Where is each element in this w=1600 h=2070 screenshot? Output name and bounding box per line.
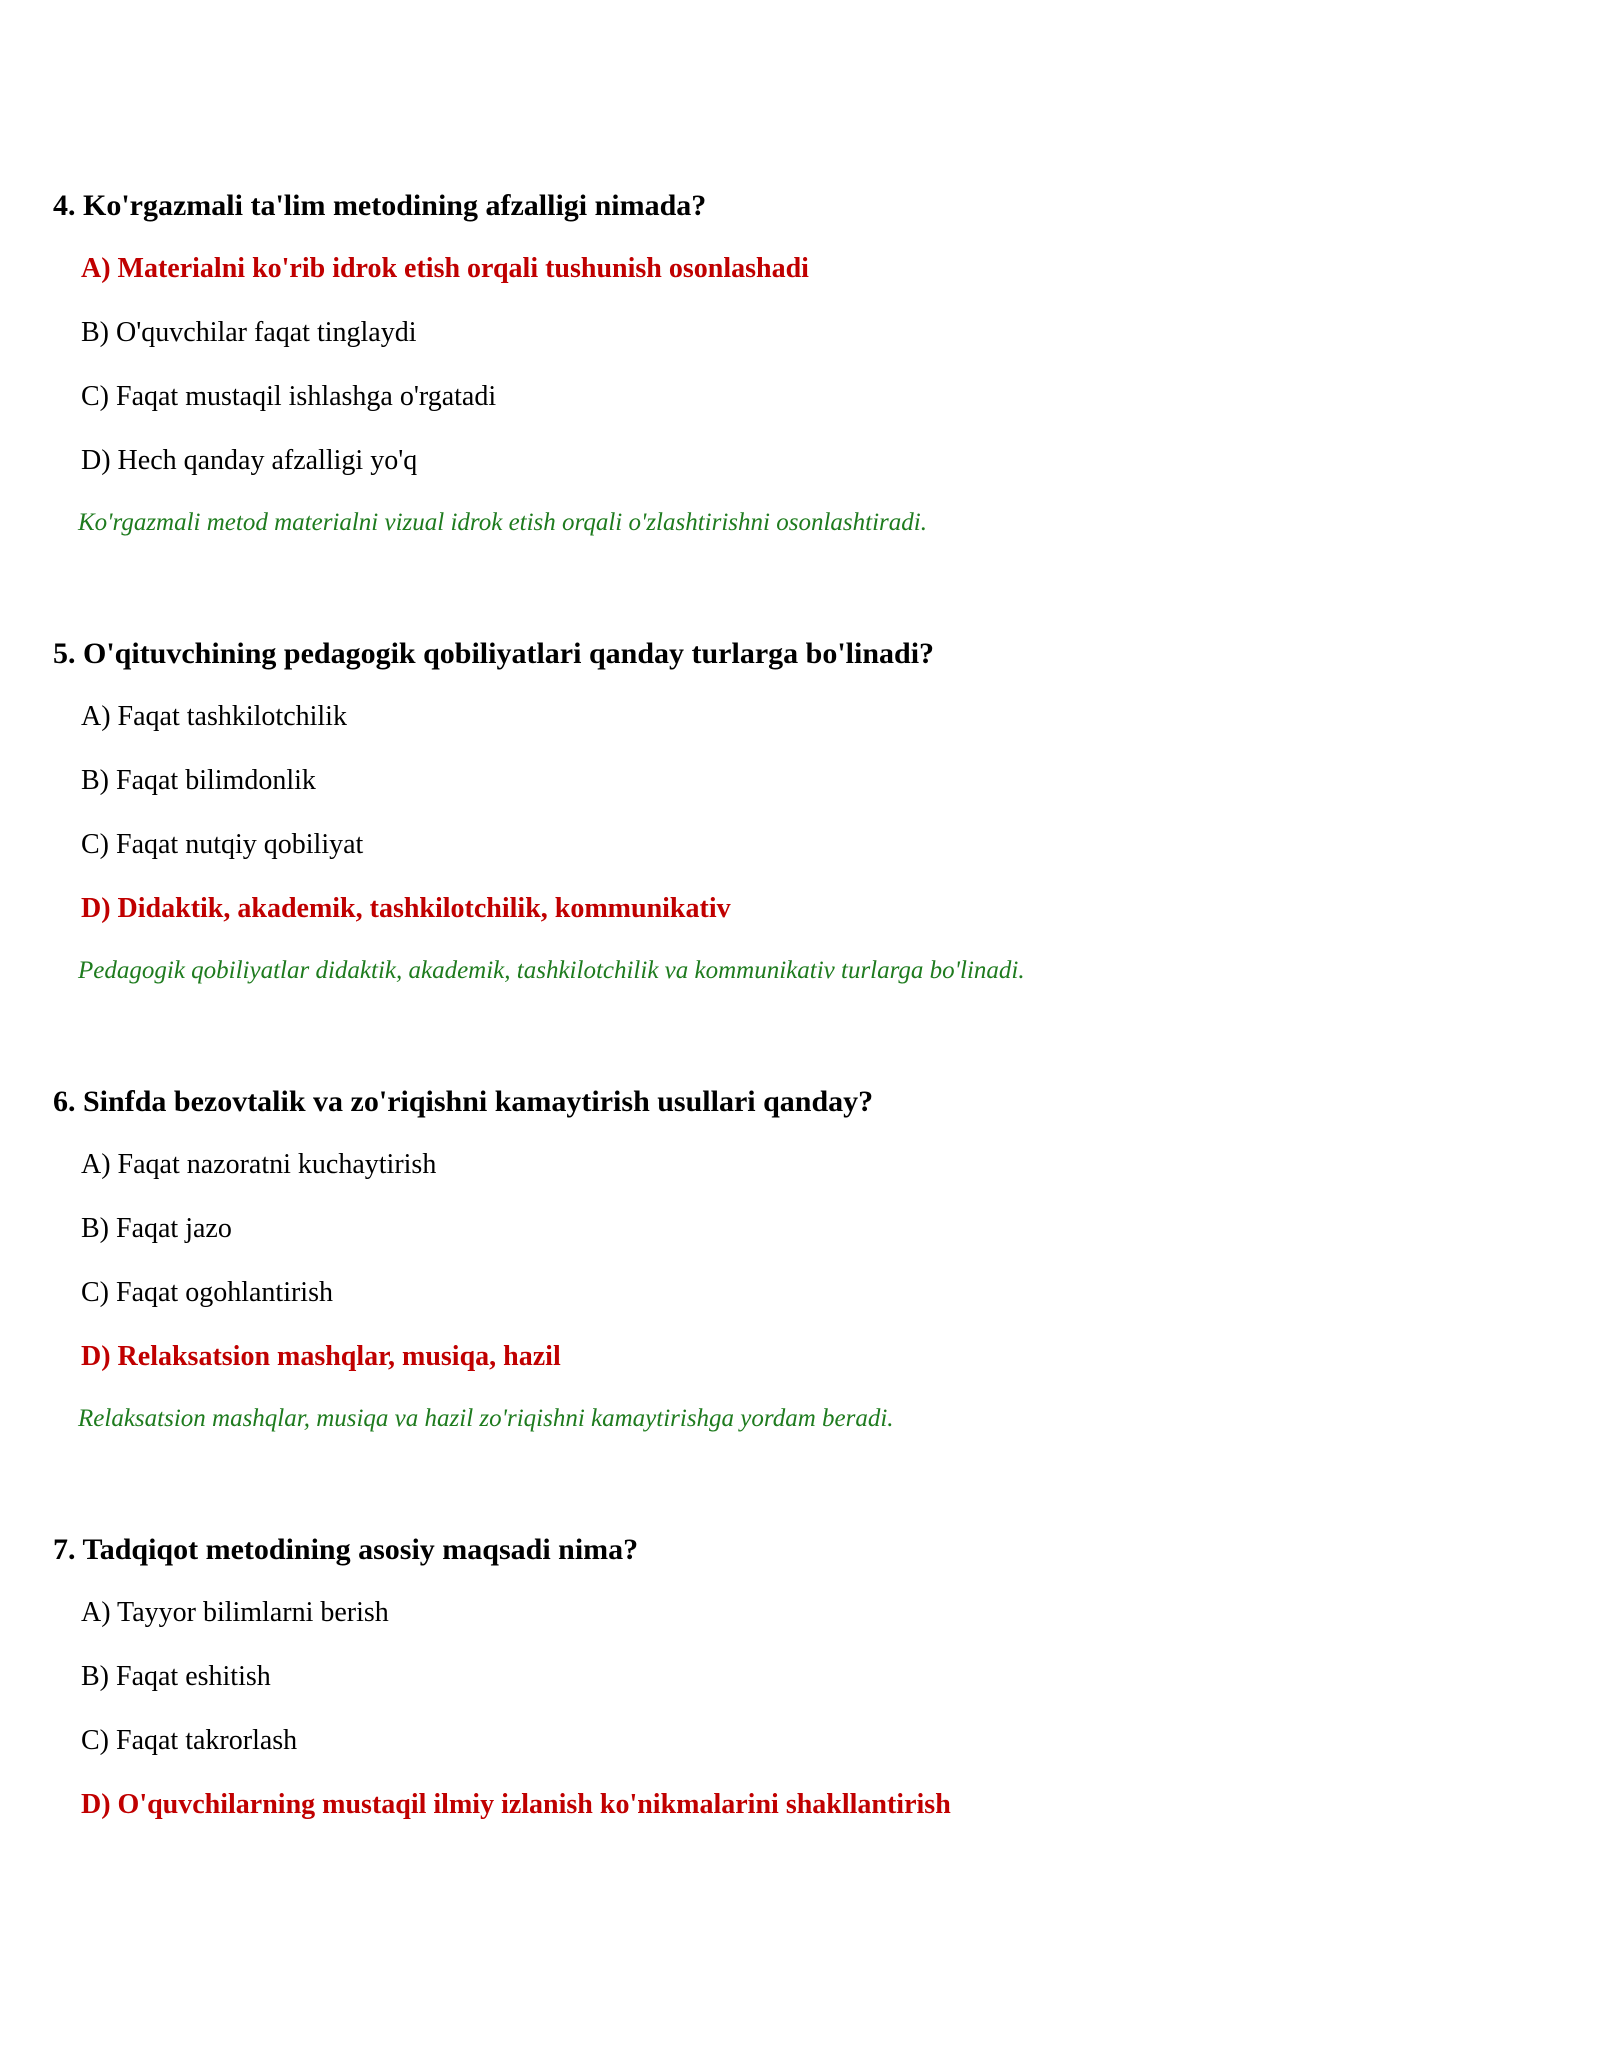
option-d: D) Hech qanday afzalligi yo'q [81, 445, 418, 476]
option-a: A) Materialni ko'rib idrok etish orqali tushunish osonlashadi [81, 253, 809, 284]
option-d: D) Didaktik, akademik, tashkilotchilik, kommunikativ [81, 893, 731, 924]
option-c: C) Faqat ogohlantirish [81, 1277, 333, 1308]
question-title: 7. Tadqiqot metodining asosiy maqsadi nima? [53, 1533, 639, 1566]
option-a: A) Tayyor bilimlarni berish [81, 1597, 389, 1628]
option-a: A) Faqat nazoratni kuchaytirish [81, 1149, 437, 1180]
option-b: B) Faqat bilimdonlik [81, 765, 316, 796]
option-d: D) Relaksatsion mashqlar, musiqa, hazil [81, 1341, 561, 1372]
question-title: 5. O'qituvchining pedagogik qobiliyatlari qanday turlarga bo'linadi? [53, 637, 935, 670]
option-b: B) Faqat jazo [81, 1213, 232, 1244]
option-b: B) Faqat eshitish [81, 1661, 271, 1692]
option-d: D) O'quvchilarning mustaqil ilmiy izlanish ko'nikmalarini shakllantirish [81, 1789, 951, 1820]
explanation: Ko'rgazmali metod materialni vizual idrok etish orqali o'zlashtirishni osonlashtiradi. [78, 509, 927, 536]
question-title: 4. Ko'rgazmali ta'lim metodining afzalligi nimada? [53, 189, 707, 222]
option-c: C) Faqat takrorlash [81, 1725, 298, 1756]
explanation: Relaksatsion mashqlar, musiqa va hazil zo'riqishni kamaytirishga yordam beradi. [78, 1405, 894, 1432]
option-c: C) Faqat mustaqil ishlashga o'rgatadi [81, 381, 497, 412]
option-b: B) O'quvchilar faqat tinglaydi [81, 317, 417, 348]
option-c: C) Faqat nutqiy qobiliyat [81, 829, 364, 860]
explanation: Pedagogik qobiliyatlar didaktik, akademik, tashkilotchilik va kommunikativ turlarga bo'linadi. [78, 957, 1025, 984]
question-title: 6. Sinfda bezovtalik va zo'riqishni kamaytirish usullari qanday? [53, 1085, 874, 1118]
option-a: A) Faqat tashkilotchilik [81, 701, 347, 732]
